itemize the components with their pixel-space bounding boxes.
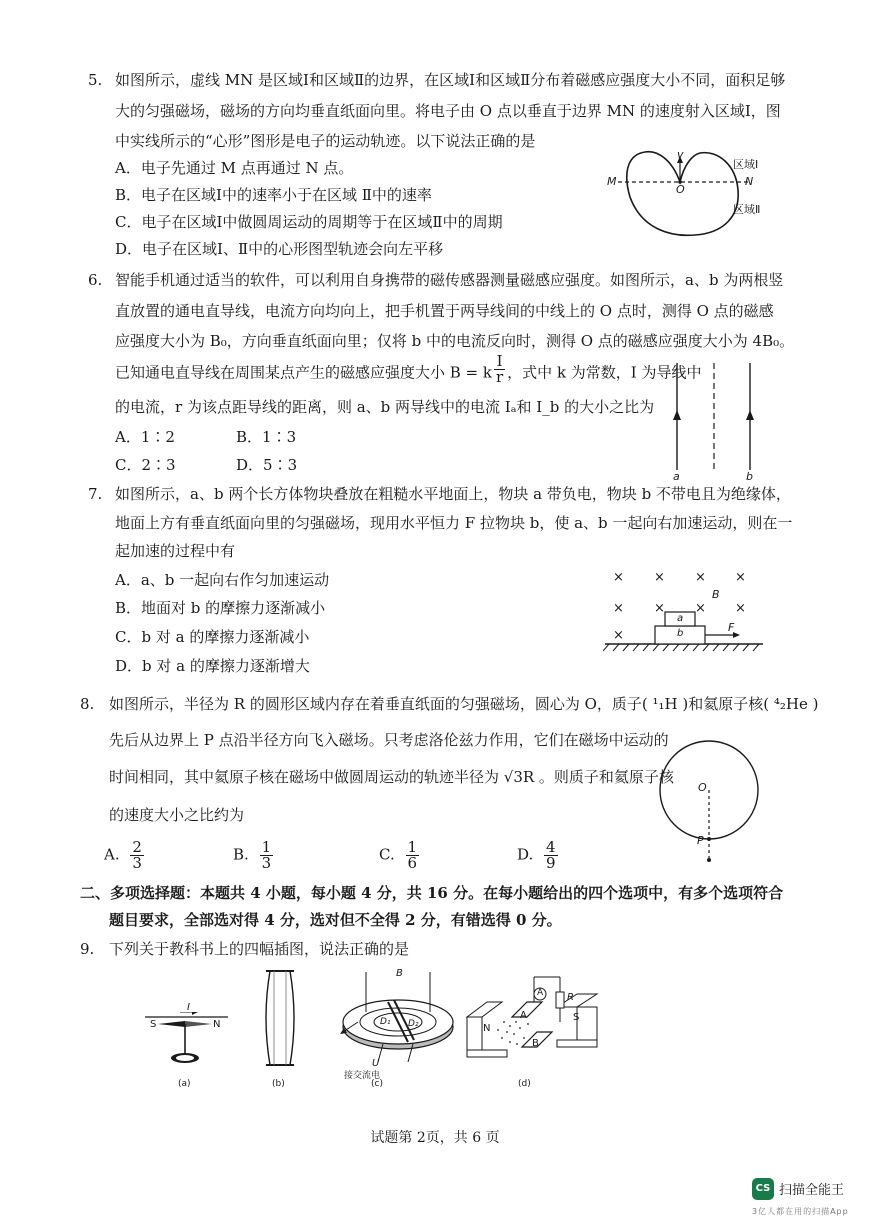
q5-option-d: D．电子在区域Ⅰ、Ⅱ中的心形图型轨迹会向左平移 xyxy=(115,240,444,258)
q8-line-1: 如图所示，半径为 R 的圆形区域内存在着垂直纸面的匀强磁场，圆心为 O，质子( ¹₁H )和氦原子核( ⁴₂He ) xyxy=(109,695,819,713)
q8-option-a: A. $\frac{2}{3}$ xyxy=(104,838,142,872)
q9-line-1: 下列关于教科书上的四幅插图，说法正确的是 xyxy=(109,940,410,958)
q6-line-1: 智能手机通过适当的软件，可以利用自身携带的磁传感器测量磁感应强度。如图所示，a、b 为两根竖 xyxy=(115,271,784,289)
q7-cross-1: × xyxy=(613,570,624,585)
q9-fig-c xyxy=(338,972,458,1072)
q8-line-4: 的速度大小之比约为 xyxy=(109,806,245,824)
q8-option-d: D. $\frac{4}{9}$ xyxy=(517,838,556,872)
q5-v-label: v xyxy=(677,148,684,161)
q9-b-caption: (b) xyxy=(272,1079,285,1089)
q6-option-c: C．2∶3 xyxy=(115,456,176,474)
q6-option-d: D．5∶3 xyxy=(236,456,298,474)
q8-option-c: C. $\frac{1}{6}$ xyxy=(379,838,418,872)
q6-option-b: B．1∶3 xyxy=(236,428,297,446)
q6-line-3: 应强度大小为 B₀，方向垂直纸面向里；仅将 b 中的电流反向时，测得 O 点的磁感应强度大小为 4B₀。 xyxy=(115,332,795,350)
q9-d-ammeter-label: A xyxy=(537,988,544,998)
q5-o-label: O xyxy=(676,183,685,196)
q5-option-c: C．电子在区域Ⅰ中做圆周运动的周期等于在区域Ⅱ中的周期 xyxy=(115,213,503,231)
q7-cross-6: × xyxy=(654,601,665,616)
q5-number: 5. xyxy=(88,71,103,89)
q9-fig-d xyxy=(462,972,602,1067)
q9-d-S-label: S xyxy=(573,1012,580,1023)
q8-circle-figure xyxy=(655,738,765,866)
q7-option-a: A．a、b 一起向右作匀加速运动 xyxy=(115,571,330,589)
q8-option-b: B. $\frac{1}{3}$ xyxy=(233,838,272,872)
q7-line-2: 地面上方有垂直纸面向里的匀强磁场，现用水平恒力 F 拉物块 b，使 a、b 一起向右加速运动，则在一 xyxy=(115,514,793,532)
q8-line-2: 先后从边界上 P 点沿半径方向飞入磁场。只考虑洛伦兹力作用，它们在磁场中运动的 xyxy=(109,731,669,749)
section2-heading-line-1: 二、多项选择题：本题共 4 小题，每小题 4 分，共 16 分。在每小题给出的四个选项中，有多个选项符合 xyxy=(80,884,784,902)
q7-line-1: 如图所示，a、b 两个长方体物块叠放在粗糙水平地面上，物块 a 带负电，物块 b 不带电且为绝缘体， xyxy=(115,485,791,503)
q9-c-B-label: B xyxy=(396,968,403,979)
q5-n-label: N xyxy=(745,175,754,188)
q7-option-c: C．b 对 a 的摩擦力逐渐减小 xyxy=(115,628,310,646)
scanner-logo-icon: CS xyxy=(752,1178,774,1200)
q9-c-D1-label: D₁ xyxy=(380,1017,391,1027)
q9-c-D2-label: D₂ xyxy=(408,1019,419,1029)
q7-cross-5: × xyxy=(613,601,624,616)
q7-a-label: a xyxy=(677,613,684,624)
page-footer: 试题第 2页，共 6 页 xyxy=(370,1130,500,1146)
q9-fig-b xyxy=(260,968,300,1073)
q5-line-2: 大的匀强磁场，磁场的方向均垂直纸面向里。将电子由 O 点以垂直于边界 MN 的速度射入区域Ⅰ，图 xyxy=(115,102,781,120)
q7-blocks-figure xyxy=(603,566,773,654)
q7-option-b: B．地面对 b 的摩擦力逐渐减小 xyxy=(115,599,326,617)
q7-b-label: b xyxy=(677,628,684,639)
q7-cross-9: × xyxy=(613,628,624,643)
q7-cross-8: × xyxy=(735,601,746,616)
q9-d-caption: (d) xyxy=(518,1079,531,1089)
scanner-app-name: 扫描全能王 xyxy=(779,1183,845,1198)
q9-number: 9. xyxy=(80,940,95,958)
q8-o-label: O xyxy=(698,781,707,794)
q9-a-N-label: N xyxy=(213,1019,221,1030)
q5-m-label: M xyxy=(607,175,617,188)
q9-c-U-label: U xyxy=(372,1058,380,1069)
q7-option-d: D．b 对 a 的摩擦力逐渐增大 xyxy=(115,657,310,675)
q7-line-3: 起加速的过程中有 xyxy=(115,542,236,560)
q7-cross-4: × xyxy=(735,570,746,585)
q7-number: 7. xyxy=(88,485,103,503)
q6-line-2: 直放置的通电直导线，电流方向均向上，把手机置于两导线间的中线上的 O 点时，测得 O 点的磁感 xyxy=(115,302,774,320)
scanner-slogan: 3亿人都在用的扫描App xyxy=(752,1207,849,1216)
q6-b-label: b xyxy=(746,470,753,483)
q7-F-label: F xyxy=(728,621,735,634)
q5-line-3: 中实线所示的“心形”图形是电子的运动轨迹。以下说法正确的是 xyxy=(115,132,536,150)
q9-d-R-label: R xyxy=(567,992,574,1003)
q9-c-ac-label: 接交流电 xyxy=(344,1071,381,1081)
q5-region1-label: 区域Ⅰ xyxy=(733,158,759,171)
q8-p-label: P xyxy=(697,834,704,847)
section2-heading-line-2: 题目要求，全部选对得 4 分，选对但不全得 2 分，有错选得 0 分。 xyxy=(109,911,562,929)
q6-wires-figure xyxy=(660,358,770,473)
q5-option-a: A．电子先通过 M 点再通过 N 点。 xyxy=(115,159,354,177)
q5-option-b: B．电子在区域Ⅰ中的速率小于在区域 Ⅱ中的速率 xyxy=(115,186,432,204)
q6-option-a: A．1∶2 xyxy=(115,428,175,446)
q9-d-N-label: N xyxy=(483,1023,491,1034)
q8-line-3: 时间相同，其中氦原子核在磁场中做圆周运动的轨迹半径为 √3R 。则质子和氦原子核 xyxy=(109,768,674,786)
q9-d-plateA-label: A xyxy=(520,1010,527,1021)
q7-cross-2: × xyxy=(654,570,665,585)
q6-a-label: a xyxy=(673,470,680,483)
q9-a-S-label: S xyxy=(150,1019,157,1030)
q9-a-I-label: I xyxy=(187,1002,190,1013)
q8-number: 8. xyxy=(80,695,95,713)
q6-line-4: 已知通电直导线在周围某点产生的磁感应强度大小 B = k $\frac{I}{r}$ ，式中 k 为常数，I 为导线中 xyxy=(115,352,702,386)
q5-region2-label: 区域Ⅱ xyxy=(733,203,761,216)
q9-d-plateB-label: B xyxy=(532,1038,539,1049)
q6-line-5: 的电流，r 为该点距导线的距离，则 a、b 两导线中的电流 Iₐ和 I_b 的大小之比为 xyxy=(115,398,655,416)
q9-a-caption: (a) xyxy=(178,1079,191,1089)
q7-cross-3: × xyxy=(695,570,706,585)
q9-c-caption: (c) xyxy=(371,1079,383,1089)
q6-number: 6. xyxy=(88,271,103,289)
q7-B-label: B xyxy=(712,588,720,601)
q5-line-1: 如图所示，虚线 MN 是区域Ⅰ和区域Ⅱ的边界，在区域Ⅰ和区域Ⅱ分布着磁感应强度大小不同，面积足够 xyxy=(115,71,786,89)
q7-cross-7: × xyxy=(695,601,706,616)
